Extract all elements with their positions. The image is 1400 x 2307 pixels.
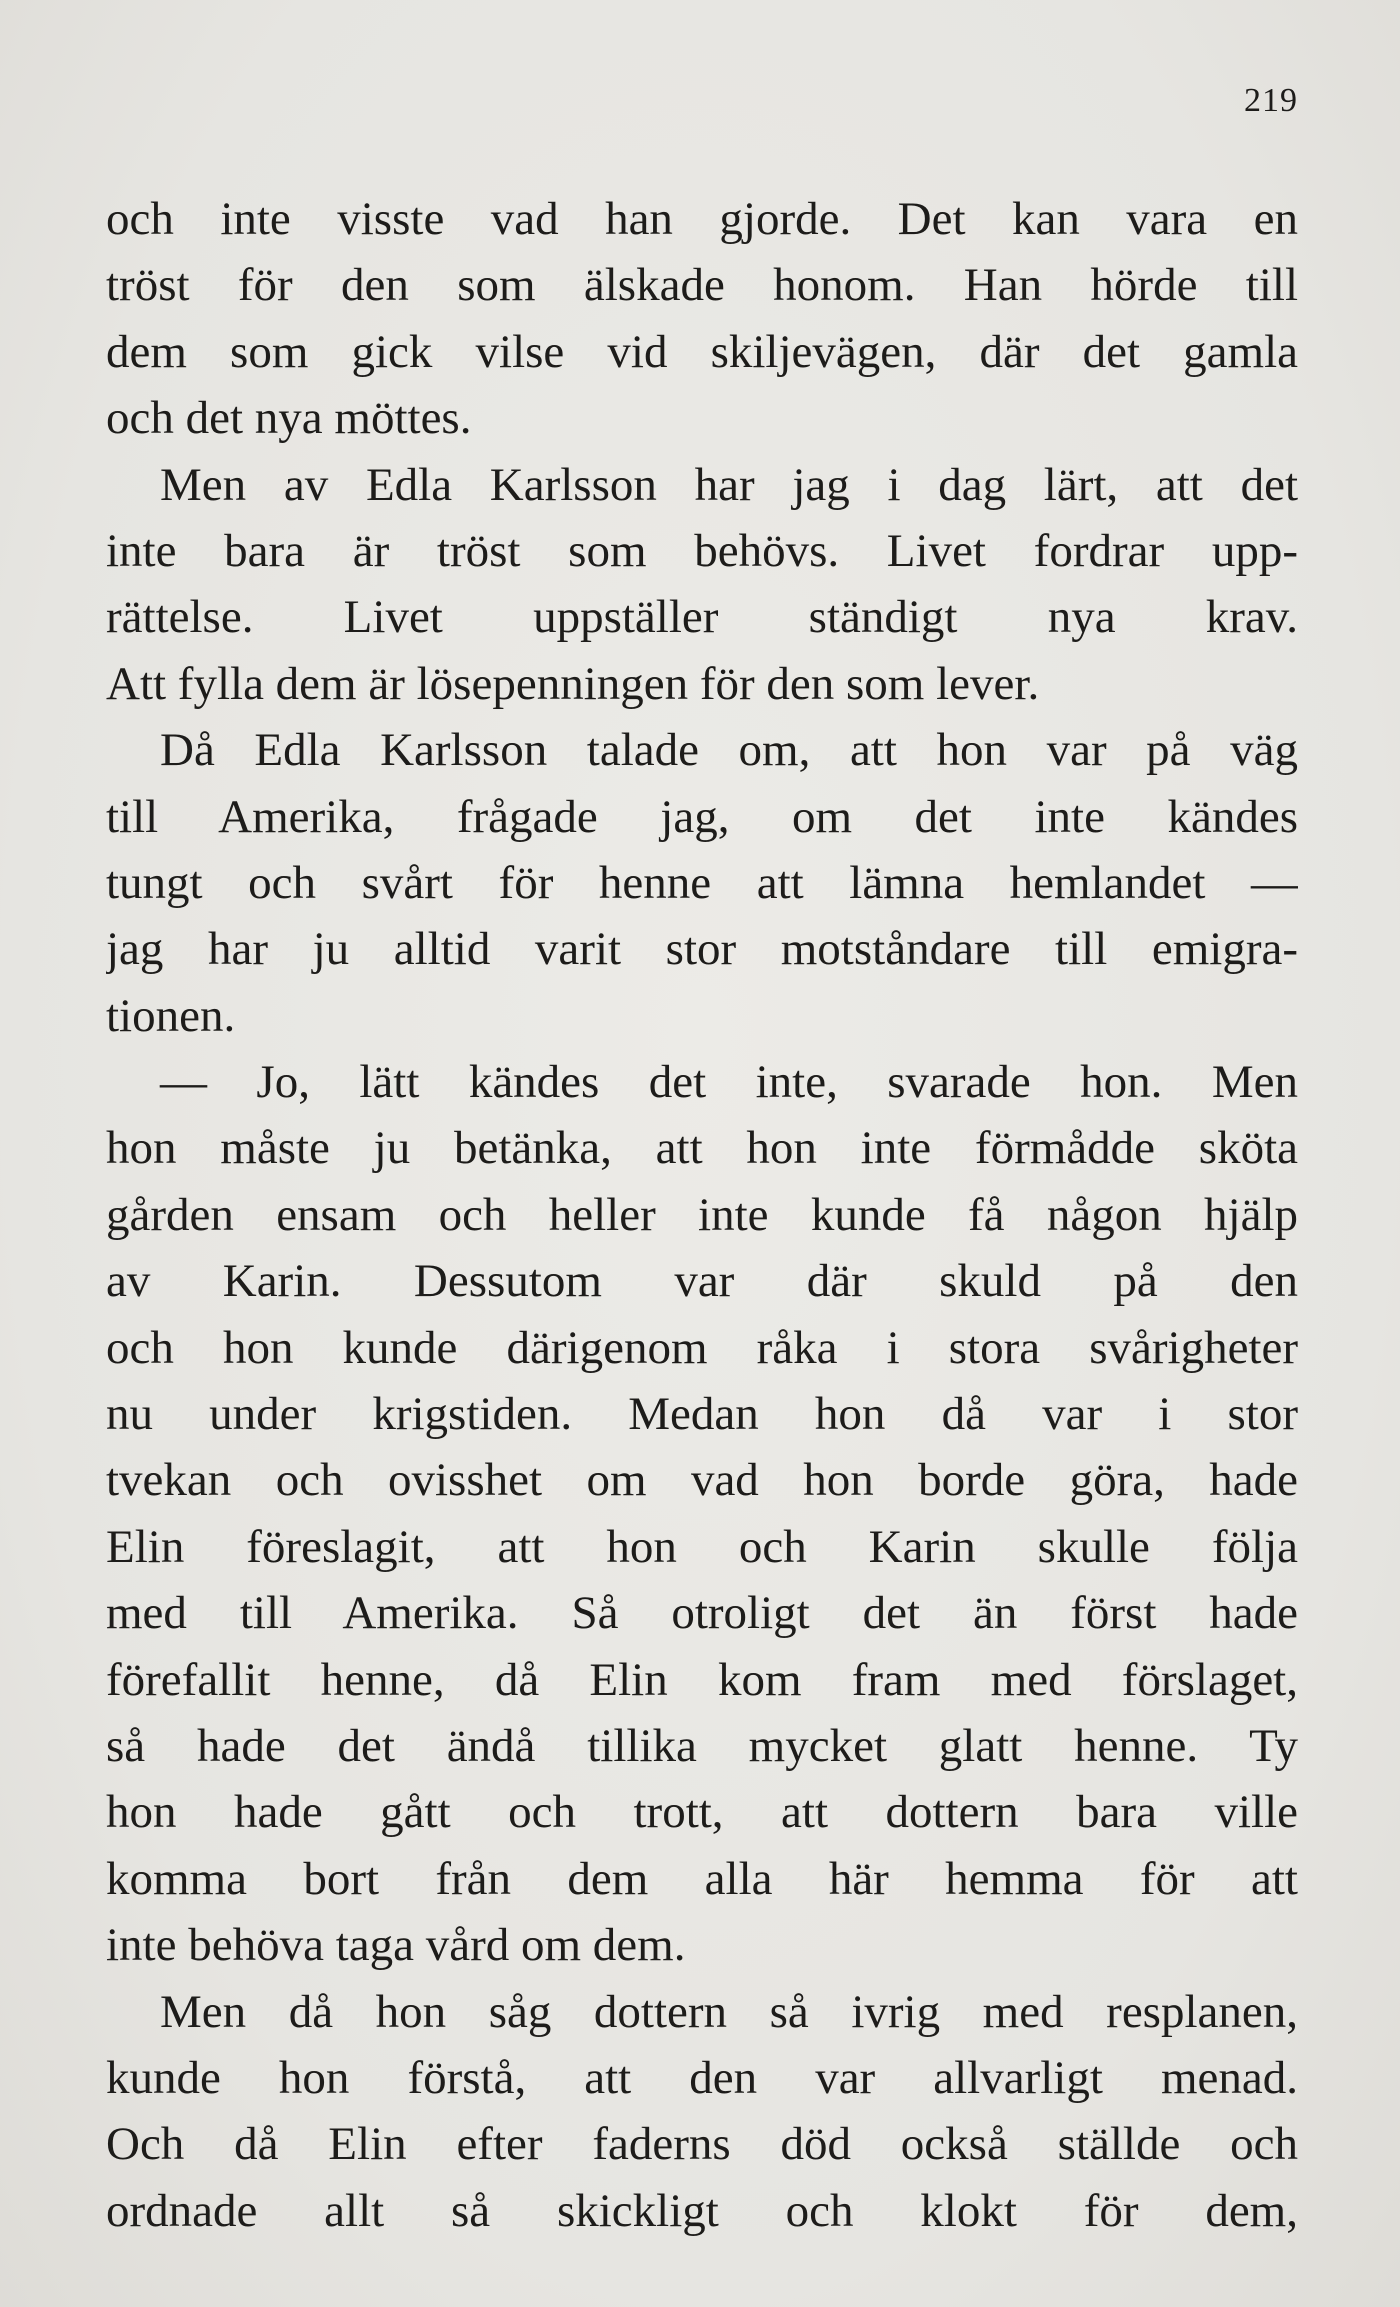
text-line: förefallit henne, då Elin kom fram med förslaget, [106, 1653, 1298, 1706]
text-line: gården ensam och heller inte kunde få någon hjälp [106, 1188, 1298, 1241]
body-text [106, 186, 1298, 2244]
text-line: tungt och svårt för henne att lämna hemlandet — [106, 856, 1298, 909]
text-line: — Jo, lätt kändes det inte, svarade hon. Men [160, 1056, 1298, 1109]
text-line: hon hade gått och trott, att dottern bara ville [106, 1786, 1298, 1839]
text-line: komma bort från dem alla här hemma för att [106, 1852, 1298, 1905]
text-line: jag har ju alltid varit stor motståndare till emigra- [106, 923, 1298, 976]
text-line: och inte visste vad han gjorde. Det kan vara en [106, 193, 1298, 245]
text-line: av Karin. Dessutom var där skuld på den [106, 1255, 1298, 1308]
text-line: Men då hon såg dottern så ivrig med resplanen, [160, 1985, 1298, 2038]
text-line: tröst för den som älskade honom. Han hörde till [106, 259, 1298, 312]
text-line: och det nya möttes. [106, 392, 472, 445]
text-line: ordnade allt så skickligt och klokt för dem, [106, 2184, 1298, 2237]
text-line: hon måste ju betänka, att hon inte förmådde sköta [106, 1122, 1298, 1175]
text-line: inte bara är tröst som behövs. Livet fordrar upp- [106, 524, 1298, 577]
text-line: så hade det ändå tillika mycket glatt henne. Ty [106, 1719, 1298, 1772]
text-line: kunde hon förstå, att den var allvarligt menad. [106, 2051, 1298, 2104]
text-line: Elin föreslagit, att hon och Karin skulle följa [106, 1520, 1298, 1573]
text-line: Att fylla dem är lösepenningen för den som lever. [106, 657, 1040, 710]
page-number: 219 [1244, 82, 1298, 119]
text-line: Och då Elin efter faderns död också ställde och [106, 2118, 1298, 2171]
text-line: tionen. [106, 989, 236, 1042]
text-line: Då Edla Karlsson talade om, att hon var på väg [160, 724, 1298, 777]
text-line: och hon kunde därigenom råka i stora svårigheter [106, 1321, 1298, 1374]
text-line: med till Amerika. Så otroligt det än först hade [106, 1587, 1298, 1640]
text-line: till Amerika, frågade jag, om det inte kändes [106, 790, 1298, 843]
text-line: nu under krigstiden. Medan hon då var i stor [106, 1388, 1298, 1441]
text-line: Men av Edla Karlsson har jag i dag lärt, att det [160, 458, 1298, 511]
text-line: rättelse. Livet uppställer ständigt nya krav. [106, 591, 1298, 644]
text-line: tvekan och ovisshet om vad hon borde göra, hade [106, 1454, 1298, 1507]
text-line: dem som gick vilse vid skiljevägen, där det gamla [106, 325, 1298, 378]
text-line: inte behöva taga vård om dem. [106, 1919, 686, 1972]
